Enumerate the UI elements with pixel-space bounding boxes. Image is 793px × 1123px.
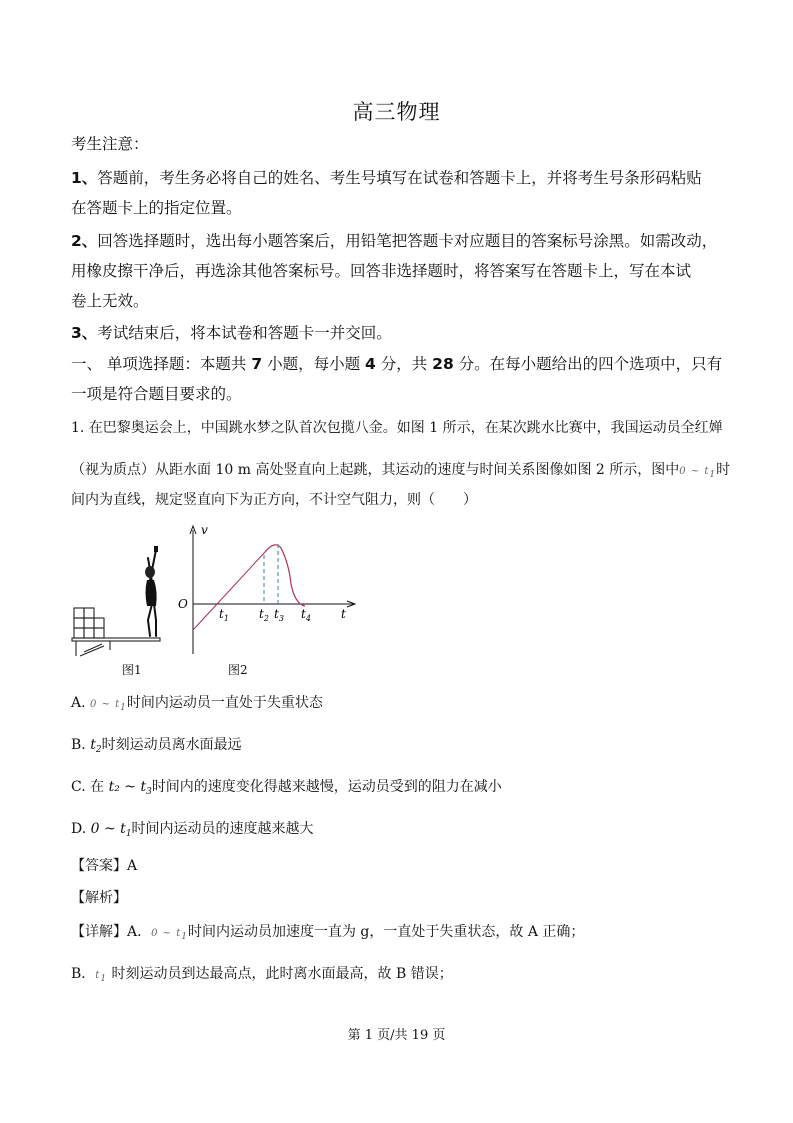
figure-2-caption: 图2: [228, 663, 248, 677]
tick-t1: $t_1$: [219, 607, 229, 623]
page-footer: 第 1 页/共 19 页: [347, 1028, 446, 1043]
option-text: 时间内运动员的速度越来越大: [131, 821, 314, 837]
tick-t2: $t_2$: [259, 607, 269, 623]
detail-text: 时间内运动员加速度一直为 g，一直处于失重状态，故 A 正确；: [187, 924, 585, 940]
notice-item-2-cont2: 卷上无效。: [71, 292, 149, 310]
notice-item-num: 1、: [71, 169, 98, 187]
section-total: 28: [432, 355, 454, 373]
detail-b: [71, 964, 731, 989]
notice-item-num: 3、: [71, 324, 98, 342]
section-prefix: 一、 单项选择题：本题共: [71, 355, 252, 373]
time-var: t1: [95, 970, 108, 984]
t-axis-label: t: [341, 607, 346, 621]
velocity-line: [193, 552, 265, 630]
answer-value: A: [127, 858, 138, 874]
notice-item-3: [71, 323, 731, 343]
time-range: 0 ~ t1: [679, 466, 717, 480]
option-a[interactable]: [71, 693, 731, 718]
diver-body: [146, 580, 157, 606]
option-d[interactable]: [71, 819, 731, 844]
option-text: 时间内的速度变化得越来越慢，运动员受到的阻力在减小: [151, 779, 502, 795]
tick-t3: $t_3$: [274, 607, 284, 623]
time-range: t₂ ~ $t_3$: [108, 779, 152, 797]
notice-item-num: 2、: [71, 232, 98, 250]
figure-2-vt-graph: [175, 522, 360, 654]
notice-item-1: [71, 168, 731, 188]
option-letter: A.: [71, 695, 86, 711]
option-letter: C.: [71, 779, 86, 795]
question-1-stem-cont2: 间内为直线，规定竖直向下为正方向，不计空气阻力，则（ ）: [71, 492, 477, 508]
notice-item-2: [71, 231, 731, 251]
section-points: 4: [365, 355, 376, 373]
detail-label: 【详解】: [71, 924, 127, 940]
option-letter: B.: [71, 737, 86, 753]
tick-t4: $t_4$: [301, 607, 311, 623]
detail-text: 时刻运动员到达最高点，此时离水面最高，故 B 错误；: [111, 966, 453, 982]
section-text: 分。在每小题给出的四个选项中，只有: [453, 355, 723, 373]
analysis-label: 【解析】: [71, 890, 127, 906]
notice-item-2-cont: 用橡皮擦干净后，再选涂其他答案标号。回答非选择题时，将答案写在答题卡上，写在本试: [71, 262, 692, 280]
velocity-curve: [265, 545, 305, 606]
option-text: 时间内运动员一直处于失重状态: [126, 695, 323, 711]
time-var: $t_2$: [90, 737, 102, 755]
time-range: 0 ~ $t_1$: [90, 821, 132, 839]
v-axis-label: v: [201, 523, 208, 537]
notice-item-text: 考试结束后，将本试卷和答题卡一并交回。: [97, 324, 392, 342]
option-letter: D.: [71, 821, 87, 837]
figure-1-caption: 图1: [122, 663, 142, 677]
origin-label: O: [178, 597, 188, 611]
notice-heading: 考生注意：: [71, 135, 149, 153]
option-b[interactable]: [71, 735, 731, 760]
figure-1-diver: [70, 540, 180, 660]
time-range: 0 ~ t1: [90, 699, 127, 713]
detail-a: [71, 922, 731, 947]
notice-item-text: 回答选择题时，选出每小题答案后，用铅笔把答题卡对应题目的答案标号涂黑。如需改动，: [97, 232, 718, 250]
diver-head: [145, 566, 155, 578]
section-count: 7: [251, 355, 263, 373]
option-text: 时刻运动员离水面最远: [101, 737, 242, 753]
notice-item-text: 答题前，考生务必将自己的姓名、考生号填写在试卷和答题卡上，并将考生号条形码粘贴: [97, 169, 702, 187]
answer-label: 【答案】: [71, 858, 127, 874]
stem-text: 时: [716, 462, 731, 478]
option-text: 在: [90, 779, 109, 795]
question-1-stem: 1. 在巴黎奥运会上，中国跳水梦之队首次包揽八金。如图 1 所示，在某次跳水比赛中，我国运动员全红婵: [71, 420, 723, 436]
stem-text: （视为质点）从距水面 10 m 高处竖直向上起跳，其运动的速度与时间关系图像如图 2 所示，图中: [71, 462, 680, 478]
detail-text: A．: [127, 924, 152, 940]
time-range: 0 ~ t1: [151, 928, 188, 942]
page-title: 高三物理: [352, 100, 441, 124]
answer-line: [71, 856, 731, 876]
section-text: 小题，每小题: [262, 355, 366, 373]
section-text: 分，共: [375, 355, 433, 373]
notice-item-1-cont: 在答题卡上的指定位置。: [71, 199, 242, 217]
section-header-cont: 一项是符合题目要求的。: [71, 385, 242, 403]
option-c[interactable]: [71, 777, 731, 802]
question-1-stem-cont: [71, 460, 731, 485]
section-header: [71, 354, 731, 374]
detail-text: B．: [71, 966, 96, 982]
